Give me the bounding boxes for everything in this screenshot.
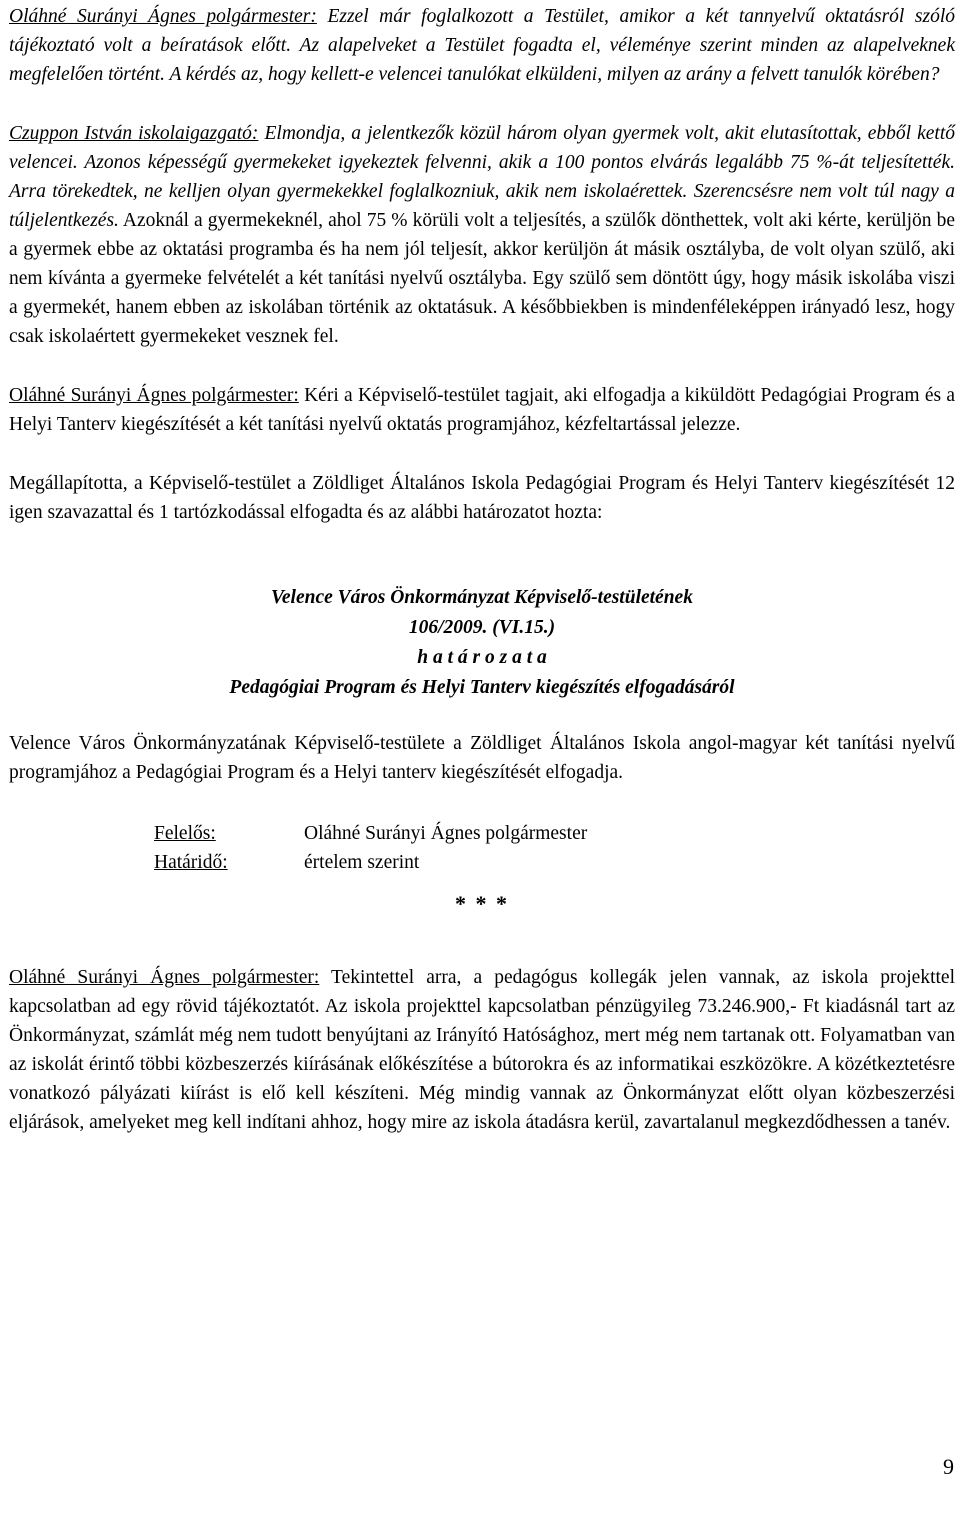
paragraph-text: Tekintettel arra, a pedagógus kollegák jelen vannak, az iskola projekttel kapcsolatban ad egy rövid tájékoztatót. Az iskola projekttel kapcsolatban pénzügyileg 73.246.900,- Ft kiadásnál tart az Önkormányzat, számlát még nem tudott benyújtani az Irányító Hatósághoz, mert még nem tartanak ott. Folyamatban van az iskolát érintő többi közbeszerzés kiírásának előkészítése a bútorokra és az informatikai eszközökre. A közétkeztetésre vonatkozó pályázati kiírást is elő kell készíteni. Még mindig vannak az Önkormányzat előtt olyan közbeszerzési eljárások, amelyeket meg kell indítani ahhoz, hogy mire az iskola átadásra kerül, zavartalanul megkezdődhessen a tanév.: [9, 967, 955, 1133]
paragraph-resolution-text: Velence Város Önkormányzatának Képviselő-testülete a Zöldliget Általános Iskola angol-magyar két tanítási nyelvű programjához a Pedagógiai Program és a Helyi tanterv kiegészítését elfogadja.: [9, 733, 955, 783]
page-number: 9: [943, 1454, 954, 1479]
paragraph-mayor-3: [9, 963, 955, 1137]
deadline-label: Határidő:: [154, 852, 228, 873]
deadline-row: [154, 848, 955, 877]
document-page: [9, 2, 955, 1137]
paragraph-mayor-1: [9, 2, 955, 89]
resolution-body: Velence Város Önkormányzat Képviselő-testületének: [271, 587, 693, 608]
speaker-name: Czuppon István iskolaigazgató:: [9, 123, 259, 144]
responsible-row: [154, 819, 955, 848]
paragraph-text: Ezzel már foglalkozott a Testület, amikor a két tannyelvű oktatásról szóló tájékoztató volt a beíratások előtt. Az alapelveket a Testület fogadta el, véleménye szerint minden az alapelveknek megfelelően történt. A kérdés az, hogy kellett-e velencei tanulókat elküldeni, milyen az arány a felvett tanulók körében?: [9, 6, 955, 85]
resolution-number: 106/2009. (VI.15.): [408, 617, 556, 638]
paragraph-mayor-2: [9, 381, 955, 439]
resolution-subject: Pedagógiai Program és Helyi Tanterv kiegészítés elfogadásáról: [229, 677, 735, 698]
resolution-heading: [9, 583, 955, 703]
speaker-name: Oláhné Surányi Ágnes polgármester:: [9, 385, 299, 406]
responsible-label: Felelős:: [154, 823, 216, 844]
paragraph-principal: [9, 119, 955, 351]
paragraph-vote-result: Megállapította, a Képviselő-testület a Zöldliget Általános Iskola Pedagógiai Program és Helyi Tanterv kiegészítését 12 igen szavazattal és 1 tartózkodással elfogadta és az alábbi határozatot hozta:: [9, 473, 955, 523]
paragraph-text: Kéri a Képviselő-testület tagjait, aki elfogadja a kiküldött Pedagógiai Program és a Helyi Tanterv kiegészítését a két tanítási nyelvű oktatás programjához, kézfeltartással jelezze.: [9, 385, 955, 435]
section-separator: * * *: [455, 891, 509, 916]
paragraph-text-regular: Azoknál a gyermekeknél, ahol 75 % körüli volt a teljesítés, a szülők dönthettek, volt aki kérte, kerüljön be a gyermek ebbe az oktatási programba és ha nem jól teljesít, akkor kerüljön át másik osztályba, de volt olyan szülő, aki nem kívánta a gyermeke felvételét a két tanítási nyelvű osztályba. Egy szülő sem döntött úgy, hogy másik iskolába viszi a gyermekét, hanem ebben az iskolában történik az oktatásuk. A későbbiekben is mindenféleképpen irányadó lesz, hogy csak iskolaértett gyermekeket vesznek fel.: [9, 210, 955, 347]
speaker-name: Oláhné Surányi Ágnes polgármester:: [9, 6, 317, 27]
paragraph-text-italic: Elmondja, a jelentkezők közül három olyan gyermek volt, akit elutasítottak, ebből kettő velencei. Azonos képességű gyermekeket igyekeztek felvenni, akik a 100 pontos elvárás legalább 75 %-át teljesítették. Arra törekedtek, ne kelljen olyan gyermekekkel foglalkozniuk, akik nem iskolaérettek. Szerencsésre nem volt túl nagy a túljelentkezés.: [9, 123, 955, 231]
responsible-value: Oláhné Surányi Ágnes polgármester: [304, 823, 588, 844]
responsibility-block: [154, 819, 955, 877]
resolution-title: h a t á r o z a t a: [417, 647, 547, 668]
speaker-name: Oláhné Surányi Ágnes polgármester:: [9, 967, 320, 988]
deadline-value: értelem szerint: [304, 852, 420, 873]
